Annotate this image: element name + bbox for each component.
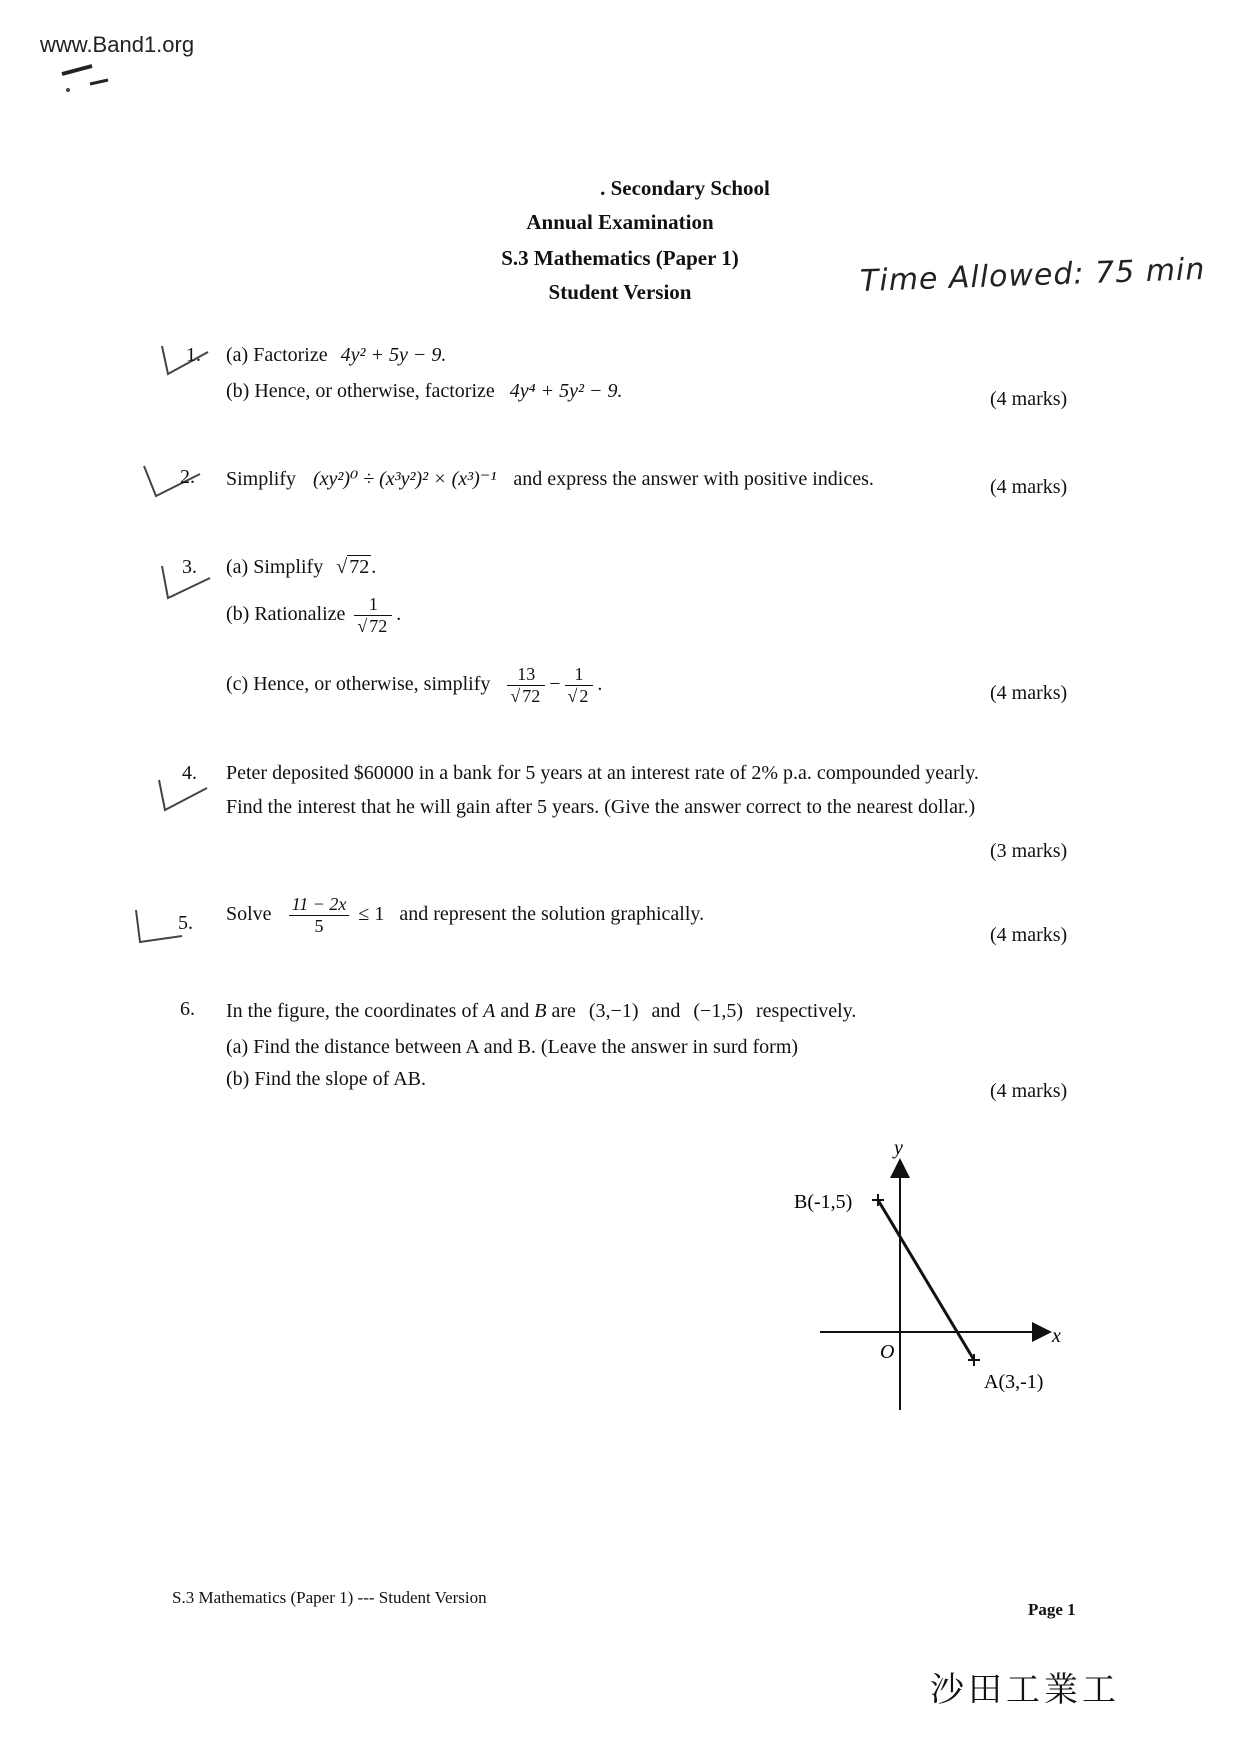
marks-q6: (4 marks) — [990, 1080, 1068, 1102]
school-name: . Secondary School — [600, 176, 770, 200]
line-ab — [878, 1200, 974, 1360]
check-mark-icon — [140, 462, 210, 502]
marks-q3: (4 marks) — [990, 682, 1068, 704]
question-6-line-1: In the figure, the coordinates of A and B are (3,−1) and (−1,5) respectively. — [226, 1000, 857, 1022]
x-axis-label: x — [1052, 1325, 1061, 1347]
question-1b: (b) Hence, or otherwise, factorize 4y⁴ + 5y² − 9. — [226, 380, 623, 402]
subject-title: S.3 Mathematics (Paper 1) — [501, 246, 739, 270]
time-allowed-note: Time Allowed: 75 min — [859, 251, 1206, 300]
question-number-2: 2. — [180, 466, 195, 488]
question-6a: (a) Find the distance between A and B. (Leave the answer in surd form) — [226, 1036, 799, 1058]
marks-q4: (3 marks) — [990, 840, 1068, 862]
question-3c: (c) Hence, or otherwise, simplify $\frac{13}{√ 72}$ − $\frac{1}{√ 2}$ . — [226, 664, 603, 706]
question-5: Solve $\frac{11 - 2x}{5}$ ≤ 1 and represent the solution graphically. — [226, 894, 705, 936]
footer-left: S.3 Mathematics (Paper 1) --- Student Version — [172, 1588, 487, 1607]
question-2: Simplify (xy²)⁰ ÷ (x³y²)² × (x³)⁻¹ and express the answer with positive indices. — [226, 468, 874, 490]
question-3a: (a) Simplify √ 72 . — [226, 556, 377, 578]
point-b-label: B(-1,5) — [794, 1191, 853, 1213]
watermark: www.Band1.org — [40, 32, 195, 57]
version-title: Student Version — [548, 280, 692, 304]
question-number-5: 5. — [178, 912, 193, 934]
question-6b: (b) Find the slope of AB. — [226, 1068, 426, 1090]
exam-title: Annual Examination — [526, 210, 714, 234]
question-number-6: 6. — [180, 998, 195, 1020]
y-axis-label: y — [894, 1137, 903, 1159]
question-number-4: 4. — [182, 762, 197, 784]
question-number-3: 3. — [182, 556, 197, 578]
question-3b: (b) Rationalize $\frac{1}{√ 72}$ . — [226, 594, 402, 636]
scan-marks — [60, 62, 170, 102]
question-4-line-2: Find the interest that he will gain after 5 years. (Give the answer correct to the nearest dollar.) — [226, 796, 976, 818]
page-number: Page 1 — [1028, 1600, 1076, 1619]
question-number-1: 1. — [186, 344, 201, 366]
point-a-label: A(3,-1) — [984, 1371, 1044, 1393]
footer-cjk-mark: 沙田工業工 — [930, 1670, 1120, 1710]
question-4-line-1: Peter deposited $60000 in a bank for 5 years at an interest rate of 2% p.a. compounded yearly. — [226, 762, 979, 784]
marks-q2: (4 marks) — [990, 476, 1068, 498]
coordinate-figure — [780, 1130, 1100, 1430]
marks-q1: (4 marks) — [990, 388, 1068, 410]
marks-q5: (4 marks) — [990, 924, 1068, 946]
origin-label: O — [880, 1341, 895, 1363]
question-1a: (a) Factorize 4y² + 5y − 9. — [226, 344, 447, 366]
